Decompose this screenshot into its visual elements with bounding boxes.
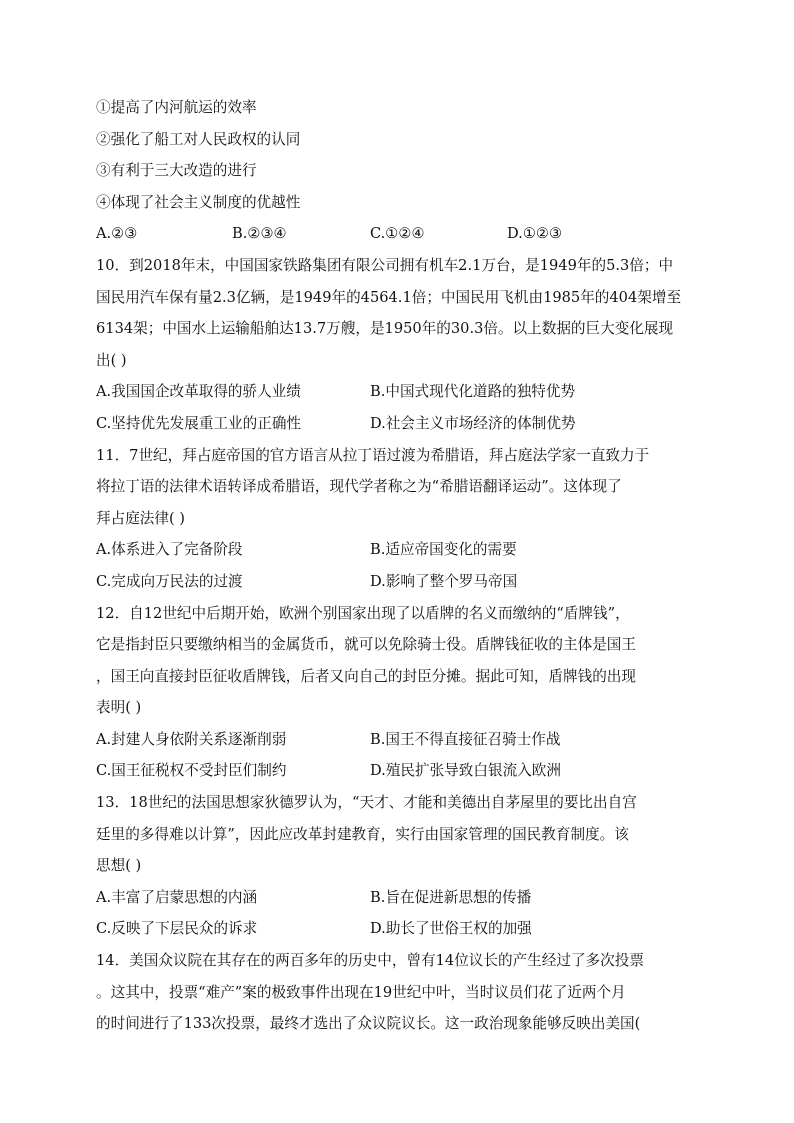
- q9-option-c[interactable]: C.①②④: [370, 225, 425, 243]
- q9-statement-2: ②强化了船工对人民政权的认同: [96, 130, 301, 148]
- q13-stem-line-3: 思想( ): [96, 857, 142, 875]
- q10-stem-line-3: 6134架；中国水上运输船舶达13.7万艘，是1950年的30.3倍。以上数据的巨大变化展现: [96, 320, 674, 338]
- exam-page: [96, 92, 706, 1040]
- q14-stem-line-1: 14．美国众议院在其存在的两百多年的历史中，曾有14位议长的产生经过了多次投票: [96, 952, 644, 970]
- q12-stem-line-3: ，国王向直接封臣征收盾牌钱，后者又向自己的封臣分摊。据此可知，盾牌钱的出现: [96, 667, 636, 685]
- q13-option-b[interactable]: B.旨在促进新思想的传播: [370, 888, 532, 906]
- q13-options-row-1: [96, 882, 706, 914]
- q9-statement-3: ③有利于三大改造的进行: [96, 162, 257, 180]
- q13-stem-line-1: 13．18世纪的法国思想家狄德罗认为，“天才、才能和美德出自茅屋里的要比出自宫: [96, 794, 637, 812]
- q13-option-c[interactable]: C.反映了下层民众的诉求: [96, 920, 258, 938]
- q11-option-a[interactable]: A.体系进入了完备阶段: [96, 541, 243, 559]
- q12-stem-line-1: 12．自12世纪中后期开始，欧洲个别国家出现了以盾牌的名义而缴纳的“盾牌钱”，: [96, 604, 630, 622]
- q13-option-a[interactable]: A.丰富了启蒙思想的内涵: [96, 888, 258, 906]
- q13-option-d[interactable]: D.助长了世俗王权的加强: [370, 920, 532, 938]
- q10-option-c[interactable]: C.坚持优先发展重工业的正确性: [96, 414, 302, 432]
- q10-options-row-1: [96, 376, 706, 408]
- q12-option-a[interactable]: A.封建人身依附关系逐渐削弱: [96, 730, 287, 748]
- q13-options-row-2: [96, 913, 706, 945]
- q12-stem-line-4: 表明( ): [96, 699, 142, 717]
- q9-statement-4: ④体现了社会主义制度的优越性: [96, 193, 301, 211]
- q12-options-row-1: [96, 724, 706, 756]
- q12-option-b[interactable]: B.国王不得直接征召骑士作战: [370, 730, 561, 748]
- q10-stem-line-1: 10．到2018年末，中国国家铁路集团有限公司拥有机车2.1万台，是1949年的5.3倍；中: [96, 256, 674, 274]
- q11-options-row-1: [96, 534, 706, 566]
- q9-option-b[interactable]: B.②③④: [232, 225, 287, 243]
- q13-stem-line-2: 廷里的多得难以计算”，因此应改革封建教育，实行由国家管理的国民教育制度。该: [96, 825, 629, 843]
- question-11: [96, 440, 706, 598]
- q14-stem-line-3: 的时间进行了133次投票，最终才选出了众议院议长。这一政治现象能够反映出美国(: [96, 1015, 641, 1033]
- q12-stem-line-2: 它是指封臣只要缴纳相当的金属货币，就可以免除骑士役。盾牌钱征收的主体是国王: [96, 636, 636, 654]
- question-10: [96, 250, 706, 440]
- question-12: [96, 598, 706, 788]
- q9-option-d[interactable]: D.①②③: [507, 225, 563, 243]
- question-14: [96, 945, 706, 1040]
- q10-stem-line-2: 国民用汽车保有量2.3亿辆，是1949年的4564.1倍；中国民用飞机由1985年的404架增至: [96, 288, 682, 306]
- q12-option-d[interactable]: D.殖民扩张导致白银流入欧洲: [370, 762, 561, 780]
- question-13: [96, 787, 706, 945]
- q11-option-c[interactable]: C.完成向万民法的过渡: [96, 572, 243, 590]
- q12-option-c[interactable]: C.国王征税权不受封臣们制约: [96, 762, 287, 780]
- question-9-continuation: [96, 92, 706, 250]
- q9-option-a[interactable]: A.②③: [96, 225, 138, 243]
- q10-option-d[interactable]: D.社会主义市场经济的体制优势: [370, 414, 576, 432]
- q11-stem-line-2: 将拉丁语的法律术语转译成希腊语，现代学者称之为“希腊语翻译运动”。这体现了: [96, 478, 622, 496]
- q10-option-b[interactable]: B.中国式现代化道路的独特优势: [370, 383, 576, 401]
- q9-statement-1: ①提高了内河航运的效率: [96, 99, 257, 116]
- q10-option-a[interactable]: A.我国国企改革取得的骄人业绩: [96, 383, 301, 401]
- q14-stem-line-2: 。这其中，投票“难产”案的极致事件出现在19世纪中叶，当时议员们花了近两个月: [96, 983, 626, 1001]
- q11-option-b[interactable]: B.适应帝国变化的需要: [370, 541, 517, 559]
- q11-options-row-2: [96, 566, 706, 598]
- q9-options: [96, 218, 706, 250]
- q12-options-row-2: [96, 755, 706, 787]
- q11-option-d[interactable]: D.影响了整个罗马帝国: [370, 572, 518, 590]
- q11-stem-line-3: 拜占庭法律( ): [96, 509, 185, 527]
- q10-stem-line-4: 出( ): [96, 351, 127, 369]
- q11-stem-line-1: 11．7世纪，拜占庭帝国的官方语言从拉丁语过渡为希腊语，拜占庭法学家一直致力于: [96, 446, 650, 464]
- q10-options-row-2: [96, 408, 706, 440]
